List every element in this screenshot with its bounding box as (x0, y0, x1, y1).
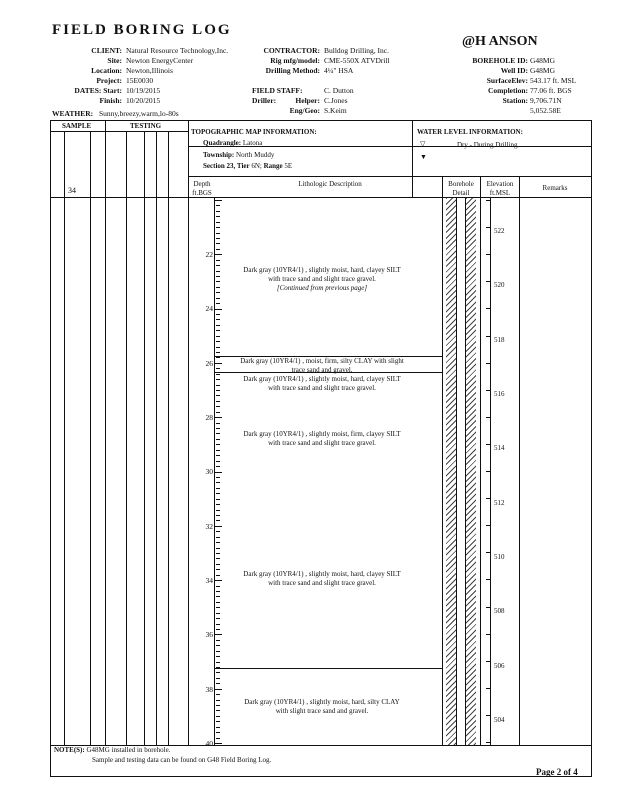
depth-tick (216, 260, 220, 261)
depth-header: Depth ft.BGS (192, 180, 212, 197)
depth-tick (216, 325, 220, 326)
contractor-label: CONTRACTOR: (263, 46, 320, 55)
quad-label: Quadrangle: (203, 139, 242, 147)
water-title: WATER LEVEL INFORMATION: (417, 128, 523, 136)
depth-label: 40 (205, 739, 213, 748)
depth-tick (216, 395, 220, 396)
station-value-2: 5,052.58E (530, 106, 561, 115)
depth-tick (216, 727, 220, 728)
depth-tick (216, 531, 220, 532)
project-value: 15E0030 (126, 76, 154, 85)
elevation-divider (519, 176, 520, 745)
depth-label: 28 (205, 413, 213, 422)
depth-tick (216, 347, 220, 348)
testing-divider (188, 120, 189, 745)
rig-value: CME-550X ATVDrill (324, 56, 390, 65)
sample-heading: SAMPLE (62, 122, 92, 130)
project-label: Project: (96, 76, 122, 85)
depth-tick (216, 493, 220, 494)
depth-label: 30 (205, 467, 213, 476)
depth-tick (214, 417, 222, 418)
topo-title: TOPOGRAPHIC MAP INFORMATION: (191, 128, 317, 136)
sample-divider (105, 120, 106, 745)
client-value: Natural Resource Technology,Inc. (126, 46, 229, 55)
depth-tick (216, 602, 220, 603)
depth-tick (216, 216, 220, 217)
testing-col-3 (156, 132, 157, 745)
depth-tick (216, 683, 220, 684)
depth-tick (214, 526, 222, 527)
depth-tick (216, 211, 220, 212)
eng-label: Eng/Geo: (289, 106, 320, 115)
depth-tick (216, 461, 220, 462)
depth-tick (216, 499, 220, 500)
depth-tick (214, 634, 222, 635)
testing-col-2 (144, 132, 145, 745)
testing-col-1 (126, 132, 127, 745)
depth-tick (216, 227, 220, 228)
station-value: 9,706.71N (530, 96, 562, 105)
layer-boundary (214, 668, 442, 669)
borehole-header: Borehole Detail (448, 180, 474, 197)
elevation-label: 512 (494, 499, 505, 507)
depth-tick (216, 412, 220, 413)
depth-tick (216, 694, 220, 695)
lithologic-header: Lithologic Description (298, 180, 362, 188)
depth-tick (216, 336, 220, 337)
range-value: 5E (284, 162, 293, 170)
header-left (56, 46, 246, 106)
depth-tick (216, 352, 220, 353)
depth-tick (216, 548, 220, 549)
depth-tick (214, 689, 222, 690)
section-label: Section 23, Tier (203, 162, 250, 170)
start-value: 10/19/2015 (126, 86, 161, 95)
location-value: Newton,Illinois (126, 66, 173, 75)
method-value: 4¼" HSA (324, 66, 354, 75)
water-bottom-line (188, 176, 592, 177)
elevation-label: 514 (494, 444, 505, 452)
water-symbol-icon: ▽ (420, 140, 426, 148)
depth-tick (216, 678, 220, 679)
remarks-header: Remarks (542, 184, 568, 192)
method-label: Drilling Method: (265, 66, 320, 75)
depth-tick (214, 472, 222, 473)
page-number: Page 2 of 4 (536, 767, 578, 777)
elevation-label: 520 (494, 281, 505, 289)
testing-heading: TESTING (130, 122, 162, 130)
notes (54, 746, 170, 755)
depth-tick (216, 233, 220, 234)
elevation-axis (490, 198, 491, 745)
depth-tick (214, 200, 222, 201)
surface-label: SurfaceElev: (486, 76, 528, 85)
depth-tick (216, 222, 220, 223)
well-casing-left (456, 198, 457, 745)
depth-tick (216, 564, 220, 565)
elevation-label: 508 (494, 607, 505, 615)
elevation-label: 504 (494, 716, 505, 724)
depth-label: 26 (205, 359, 213, 368)
depth-tick (214, 309, 222, 310)
helper-value: C.Jones (324, 96, 348, 105)
weather-value: Sunny,breezy,warm,lo-80s (99, 109, 179, 118)
depth-tick (216, 651, 220, 652)
client-label: CLIENT: (91, 46, 122, 55)
depth-tick (216, 716, 220, 717)
site-value: Newton EnergyCenter (126, 56, 194, 65)
elevation-label: 518 (494, 336, 505, 344)
depth-tick (216, 629, 220, 630)
depth-tick (216, 423, 220, 424)
depth-tick (216, 238, 220, 239)
lithology-description: Dark gray (10YR4/1) , slightly moist, hard, clayey SILT with trace sand and slight trace gravel. (243, 570, 401, 587)
depth-tick (216, 596, 220, 597)
borehole-value: G48MG (530, 56, 556, 65)
note-line-1: G48MG installed in borehole. (86, 746, 171, 754)
depth-tick (216, 466, 220, 467)
depth-tick (216, 607, 220, 608)
log-frame (50, 120, 592, 777)
lithology-description: Dark gray (10YR4/1) , slightly moist, firm, clayey SILT with trace sand and slight trace gravel. (243, 430, 401, 447)
depth-tick (216, 428, 220, 429)
depth-tick (216, 721, 220, 722)
depth-tick (216, 314, 220, 315)
weather-row (52, 109, 179, 119)
driller-label: FIELD STAFF: Driller: (252, 86, 303, 105)
sample-col-2 (90, 132, 91, 745)
finish-label: Finish: (99, 96, 122, 105)
elevation-header: Elevation ft.MSL (486, 180, 514, 197)
depth-tick (216, 504, 220, 505)
township-value: North Muddy (236, 151, 275, 159)
depth-tick (216, 455, 220, 456)
depth-label: 24 (205, 304, 213, 313)
eng-value: S.Keim (324, 106, 347, 115)
location-label: Location: (91, 66, 122, 75)
finish-value: 10/20/2015 (126, 96, 161, 105)
borehole-right-divider (480, 176, 481, 745)
depth-tick (216, 591, 220, 592)
depth-tick (216, 249, 220, 250)
depth-tick (216, 738, 220, 739)
elevation-label: 506 (494, 662, 505, 670)
water-divider (412, 120, 413, 197)
sample-col-1 (64, 132, 65, 745)
depth-tick (216, 656, 220, 657)
borehole-label: BOREHOLE ID: (472, 56, 528, 65)
depth-tick (216, 319, 220, 320)
rig-label: Rig mfg/model: (270, 56, 320, 65)
weather-label: WEATHER: (52, 109, 94, 118)
site-label: Site: (107, 56, 122, 65)
note-line-2: Sample and testing data can be found on G48 Field Boring Log. (92, 756, 272, 764)
sample-number: 34 (68, 186, 76, 195)
depth-tick (216, 488, 220, 489)
depth-tick (216, 406, 220, 407)
depth-label: 32 (205, 522, 213, 531)
elevation-label: 510 (494, 553, 505, 561)
depth-tick (216, 205, 220, 206)
notes-label: NOTE(S): (54, 746, 85, 754)
depth-tick (216, 645, 220, 646)
quad-value: Latona (242, 139, 263, 147)
station-label: Station: (502, 96, 528, 105)
tier-value: 6N; (251, 162, 262, 170)
completion-value: 77.06 ft. BGS (530, 86, 572, 95)
depth-tick (216, 330, 220, 331)
depth-tick (216, 510, 220, 511)
contractor-value: Bulldog Drilling, Inc. (324, 46, 389, 55)
depth-tick (216, 542, 220, 543)
borehole-backfill-right (466, 198, 476, 745)
depth-tick (214, 743, 222, 744)
township-label: Township: (203, 151, 235, 159)
depth-tick (216, 450, 220, 451)
depth-tick (216, 640, 220, 641)
lithology-description: Dark gray (10YR4/1) , slightly moist, hard, silty CLAY with slight trace sand and gravel. (244, 698, 400, 715)
lithology-description: Dark gray (10YR4/1) , moist, firm, silty CLAY with slight trace sand and gravel. (240, 357, 404, 374)
depth-label: 22 (205, 250, 213, 259)
depth-tick (216, 672, 220, 673)
depth-tick (216, 618, 220, 619)
water-entry: Dry - During Drilling (457, 141, 518, 149)
depth-tick (216, 732, 220, 733)
depth-tick (214, 254, 222, 255)
depth-tick (216, 558, 220, 559)
completion-label: Completion: (488, 86, 528, 95)
depth-label: 34 (205, 576, 213, 585)
depth-tick (216, 482, 220, 483)
depth-tick (216, 515, 220, 516)
elevation-label: 516 (494, 390, 505, 398)
testing-col-4 (168, 132, 169, 745)
depth-tick (216, 298, 220, 299)
driller-value: C. Dutton (324, 86, 354, 95)
well-value: G48MG (530, 66, 556, 75)
log-title: FIELD BORING LOG (52, 22, 232, 38)
range-label: Range (263, 162, 283, 170)
depth-tick (216, 341, 220, 342)
depth-tick (216, 537, 220, 538)
depth-label: 38 (205, 685, 213, 694)
lithology-description: Dark gray (10YR4/1) , slightly moist, hard, clayey SILT with trace sand and slight trace gravel. (243, 375, 401, 392)
depth-label: 36 (205, 630, 213, 639)
depth-tick (216, 613, 220, 614)
helper-label: Helper: (295, 96, 320, 105)
depth-tick (216, 303, 220, 304)
depth-tick (216, 662, 220, 663)
company-logo: @H ANSON (462, 34, 538, 49)
water-symbol-2-icon: ▼ (420, 153, 427, 161)
lithology-description: Dark gray (10YR4/1) , slightly moist, hard, clayey SILT with trace sand and slight trace gravel. [Continued from previous page] (243, 266, 401, 292)
header-middle (252, 46, 422, 116)
borehole-left-divider (442, 176, 443, 745)
start-label: DATES: Start: (74, 86, 122, 95)
surface-value: 543.17 ft. MSL (530, 76, 577, 85)
well-label: Well ID: (500, 66, 528, 75)
depth-tick (216, 243, 220, 244)
depth-tick (216, 553, 220, 554)
depth-tick (216, 401, 220, 402)
depth-tick (216, 520, 220, 521)
borehole-backfill-left (446, 198, 456, 745)
depth-tick (216, 624, 220, 625)
header-right (440, 56, 590, 116)
depth-tick (216, 477, 220, 478)
elevation-label: 522 (494, 227, 505, 235)
